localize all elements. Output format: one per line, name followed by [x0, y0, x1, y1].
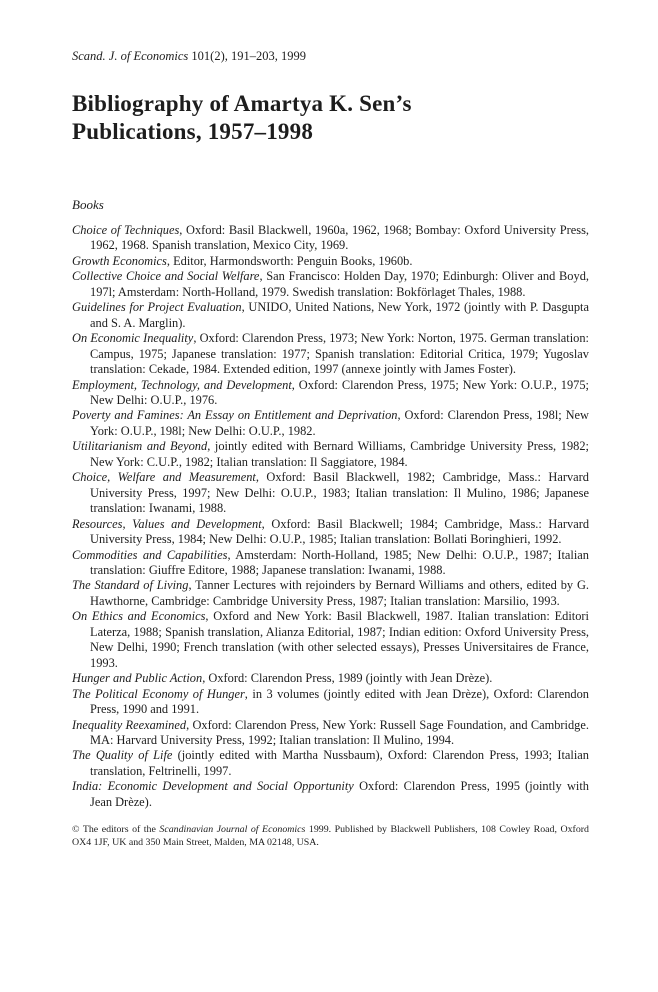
bibliography-entry	[72, 718, 589, 749]
bibliography-entry	[72, 517, 589, 548]
entry-title: Poverty and Famines: An Essay on Entitlement and Deprivation	[72, 408, 398, 423]
page-content	[72, 0, 589, 850]
bibliography-entry	[72, 223, 589, 254]
entry-rest: , Editor, Harmondsworth: Penguin Books, 1960b.	[166, 253, 413, 268]
footer-pre: © The editors of the	[72, 824, 160, 836]
bibliography-entry	[72, 548, 589, 579]
entry-title: Collective Choice and Social Welfare	[72, 269, 260, 284]
entry-rest: , San Francisco: Holden Day, 1970; Edinburgh: Oliver and Boyd, 197l; Amsterdam: North-Holland, 1979. Swedish translation: Bokförlaget Thales, 1988.	[90, 269, 589, 299]
entry-rest: , Oxford: Clarendon Press, 1973; New York: Norton, 1975. German translation: Campus, 1975; Japanese translation: 1977; Spanish translation: Editorial Critica, 1979; Yugoslav translation: Cekade, 1984. Extended edition, 1997 (annexe jointly with James Foster).	[90, 331, 589, 377]
entry-rest: , UNIDO, United Nations, New York, 1972 (jointly with P. Dasgupta and S. A. Marglin).	[90, 300, 589, 330]
entry-rest: , Amsterdam: North-Holland, 1985; New Delhi: O.U.P., 1987; Italian translation: Giuffre Editore, 1988; Japanese translation: Iwanami, 1988.	[90, 547, 589, 577]
bibliography-entry	[72, 687, 589, 718]
bibliography-entry	[72, 378, 589, 409]
entry-rest: , Oxford and New York: Basil Blackwell, 1987. Italian translation: Editori Laterza, 1988; Spanish translation, Alianza Editorial, 1987; Indian edition: Oxford University Press, New Delhi, 1990; French translation (with other selected essays), Presses Universitaires de France, 1993.	[90, 609, 589, 670]
bibliography-entry	[72, 408, 589, 439]
footer-post: 1999. Published by Blackwell Publishers, 108 Cowley Road, Oxford OX4 1JF, UK and 350 Main Street, Malden, MA 02148, USA.	[72, 824, 589, 849]
entry-title: The Political Economy of Hunger	[72, 686, 245, 701]
bibliography-entry	[72, 671, 589, 686]
bibliography-entry	[72, 439, 589, 470]
bibliography-entry	[72, 300, 589, 331]
entry-rest: (jointly edited with Martha Nussbaum), Oxford: Clarendon Press, 1993; Italian translation, Feltrinelli, 1997.	[90, 748, 589, 778]
journal-name: Scand. J. of Economics	[72, 49, 189, 63]
entry-rest: , Oxford: Clarendon Press, 198l; New York: O.U.P., 198l; New Delhi: O.U.P., 1982.	[90, 408, 589, 438]
entry-title: The Standard of Living	[72, 578, 189, 593]
page-title-line2: Publications, 1957–1998	[72, 119, 314, 144]
bibliography-list	[72, 223, 589, 810]
entry-rest: , Oxford: Basil Blackwell, 1982; Cambridge, Mass.: Harvard University Press, 1997; New Delhi: O.U.P., 1983; Italian translation: Il Mulino, 1986; Japanese translation: Iwanami, 1988.	[90, 470, 589, 516]
bibliography-entry	[72, 578, 589, 609]
journal-issue-info: 101(2), 191–203, 1999	[188, 49, 306, 63]
section-heading-books: Books	[72, 197, 104, 212]
entry-rest: Oxford: Clarendon Press, 1995 (jointly with Jean Drèze).	[90, 779, 589, 809]
bibliography-entry	[72, 331, 589, 377]
entry-rest: , in 3 volumes (jointly edited with Jean Drèze), Oxford: Clarendon Press, 1990 and 1991.	[90, 686, 589, 717]
entry-title: Employment, Technology, and Development	[72, 377, 292, 392]
entry-title: On Ethics and Economics	[72, 609, 206, 624]
entry-rest: , Tanner Lectures with rejoinders by Bernard Williams and others, edited by G. Hawthorne, Cambridge: Cambridge University Press, 1987; Italian translation: Marsilio, 1993.	[90, 578, 589, 608]
entry-title: Growth Economics	[72, 253, 167, 268]
entry-rest: , Oxford: Basil Blackwell, 1960a, 1962, 1968; Bombay: Oxford University Press, 1962, 1968. Spanish translation, Mexico City, 1969.	[90, 223, 589, 253]
entry-title: Choice, Welfare and Measurement	[72, 470, 256, 485]
bibliography-entry	[72, 269, 589, 300]
bibliography-entry	[72, 470, 589, 516]
entry-title: The Quality of Life	[72, 748, 173, 763]
bibliography-entry	[72, 779, 589, 810]
entry-rest: , jointly edited with Bernard Williams, Cambridge University Press, 1982; New York: C.U.P., 1982; Italian translation: Il Saggiatore, 1984.	[90, 439, 589, 469]
bibliography-entry	[72, 254, 589, 269]
page-title	[72, 90, 589, 146]
bibliography-entry	[72, 609, 589, 671]
entry-rest: , Oxford: Clarendon Press, 1975; New York: O.U.P., 1975; New Delhi: O.U.P., 1976.	[90, 377, 589, 407]
footer-journal-name: Scandinavian Journal of Economics	[159, 824, 306, 836]
entry-title: Guidelines for Project Evaluation	[72, 300, 242, 315]
entry-rest: , Oxford: Basil Blackwell; 1984; Cambridge, Mass.: Harvard University Press, 1984; New Delhi: O.U.P., 1985; Italian translation: Bollati Boringhieri, 1992.	[90, 516, 590, 547]
entry-title: Choice of Techniques	[72, 223, 180, 237]
entry-title: India: Economic Development and Social Opportunity	[72, 779, 354, 794]
entry-title: Resources, Values and Development	[72, 516, 262, 531]
page-title-line1: Bibliography of Amartya K. Sen’s	[72, 91, 412, 116]
journal-header	[72, 49, 589, 63]
entry-title: Commodities and Capabilities	[72, 547, 228, 562]
entry-title: Hunger and Public Action	[72, 671, 203, 686]
entry-rest: , Oxford: Clarendon Press, 1989 (jointly with Jean Drèze).	[202, 671, 493, 686]
entry-rest: , Oxford: Clarendon Press, New York: Russell Sage Foundation, and Cambridge. MA: Harvard University Press, 1992; Italian translation: Il Mulino, 1994.	[90, 717, 589, 747]
entry-title: Inequality Reexamined	[72, 717, 187, 732]
bibliography-entry	[72, 748, 589, 779]
footer-copyright	[72, 824, 589, 850]
entry-title: Utilitarianism and Beyond	[72, 439, 208, 454]
entry-title: On Economic Inequality	[72, 331, 194, 346]
